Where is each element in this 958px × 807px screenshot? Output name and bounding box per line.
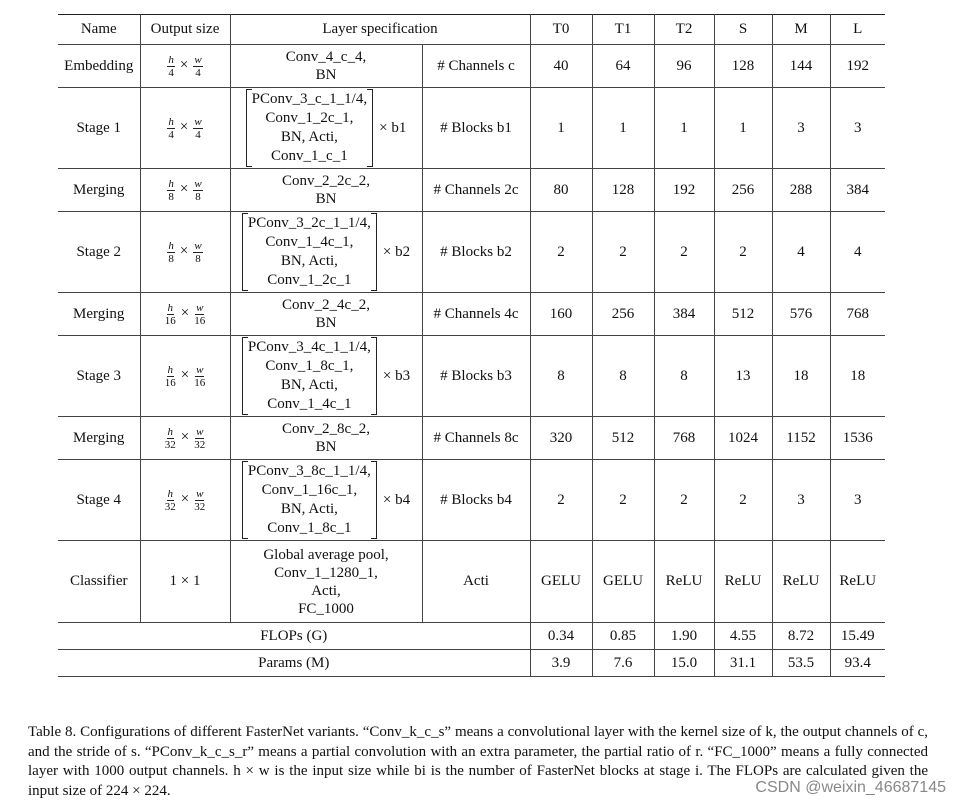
param-label: Acti (422, 541, 530, 623)
spec-line: Conv_2_4c_2, (282, 297, 370, 313)
spec-line: Conv_1_1280_1, (274, 564, 378, 581)
value-cell: 160 (530, 293, 592, 336)
param-label: # Channels c (422, 45, 530, 88)
value-cell: 31.1 (714, 650, 772, 677)
watermark: CSDN @weixin_46687145 (755, 779, 946, 796)
stage-row (58, 88, 885, 169)
value-cell: 1152 (772, 417, 830, 460)
fraction: $\frac{w}{8}$ (194, 239, 202, 265)
value-cell: 384 (654, 293, 714, 336)
value-cell: 2 (530, 212, 592, 293)
config-table (58, 14, 885, 677)
value-cell: 8 (592, 336, 654, 417)
param-label: # Blocks b4 (422, 460, 530, 541)
output-size: 1 × 1 (140, 541, 230, 623)
value-cell: 40 (530, 45, 592, 88)
summary-label: Params (M) (58, 650, 530, 677)
bracket-block (242, 213, 377, 291)
value-cell: 768 (830, 293, 885, 336)
merging-row (58, 417, 885, 460)
value-cell: 80 (530, 169, 592, 212)
row-name: Merging (58, 169, 140, 212)
value-cell: ReLU (772, 541, 830, 623)
header-variant: T2 (654, 15, 714, 45)
value-cell: 768 (654, 417, 714, 460)
value-cell: 3 (772, 88, 830, 169)
value-cell: 96 (654, 45, 714, 88)
value-cell: 93.4 (830, 650, 885, 677)
layer-spec (230, 45, 422, 88)
value-cell: 2 (714, 212, 772, 293)
spec-line: Conv_1_2c_1, (265, 110, 354, 126)
table-caption: Table 8. Configurations of different FasterNet variants. “Conv_k_c_s” means a convolutional layer with the kernel size of k, the output channels of c, and the stride of s. “PConv_k_c_s_r” means a partial convolution with an extra parameter, the partial ratio of r. “FC_1000” means a fully connected layer with 1000 output channels. h × w is the input size while bi is the number of FasterNet blocks at stage i. The FLOPs are calculated given the input size of 224 × 224. (28, 724, 928, 799)
header-row (58, 15, 885, 45)
row-name: Stage 3 (58, 336, 140, 417)
layer-spec (230, 336, 422, 417)
row-name: Embedding (58, 45, 140, 88)
value-cell: 3.9 (530, 650, 592, 677)
value-cell: 576 (772, 293, 830, 336)
value-cell: 15.0 (654, 650, 714, 677)
value-cell: 256 (714, 169, 772, 212)
layer-spec (230, 293, 422, 336)
param-label: # Blocks b2 (422, 212, 530, 293)
value-cell: 2 (654, 212, 714, 293)
multiplier: × b4 (382, 491, 411, 508)
value-cell: 15.49 (830, 623, 885, 650)
spec-line: PConv_3_2c_1_1/4, (247, 215, 371, 231)
value-cell: 18 (772, 336, 830, 417)
output-size: $\frac{h}{32}$ × $\frac{w}{32}$ (140, 460, 230, 541)
fraction: $\frac{h}{8}$ (168, 177, 174, 203)
fraction: $\frac{w}{4}$ (194, 53, 202, 79)
fraction: $\frac{h}{32}$ (164, 487, 176, 513)
value-cell: 3 (772, 460, 830, 541)
value-cell: 1 (530, 88, 592, 169)
merging-row (58, 169, 885, 212)
multiplier: × b3 (382, 367, 411, 384)
output-size: $\frac{h}{8}$ × $\frac{w}{8}$ (140, 169, 230, 212)
fraction: $\frac{w}{16}$ (194, 301, 206, 327)
output-size: $\frac{h}{32}$ × $\frac{w}{32}$ (140, 417, 230, 460)
merging-row (58, 45, 885, 88)
param-label: # Blocks b1 (422, 88, 530, 169)
header-variant: L (830, 15, 885, 45)
multiplier: × b2 (382, 243, 411, 260)
value-cell: 1 (714, 88, 772, 169)
fraction: $\frac{h}{8}$ (168, 239, 174, 265)
header-variant: T1 (592, 15, 654, 45)
value-cell: 288 (772, 169, 830, 212)
value-cell: 8.72 (772, 623, 830, 650)
spec-line: BN, Acti, (280, 253, 338, 269)
header-layer-spec: Layer specification (230, 15, 530, 45)
spec-line: BN (315, 315, 337, 331)
row-name: Merging (58, 293, 140, 336)
value-cell: 3 (830, 88, 885, 169)
params-row (58, 650, 885, 677)
header-output-size: Output size (140, 15, 230, 45)
bracket-block (246, 89, 373, 167)
value-cell: 512 (592, 417, 654, 460)
row-name: Classifier (58, 541, 140, 623)
layer-spec (230, 417, 422, 460)
fraction: $\frac{h}{4}$ (168, 115, 174, 141)
spec-line: BN, Acti, (280, 501, 338, 517)
spec-line: Conv_2_2c_2, (282, 173, 370, 189)
param-label: # Channels 4c (422, 293, 530, 336)
fraction: $\frac{w}{16}$ (194, 363, 206, 389)
output-size: $\frac{h}{4}$ × $\frac{w}{4}$ (140, 88, 230, 169)
spec-line: Conv_1_c_1 (271, 148, 348, 164)
value-cell: 1.90 (654, 623, 714, 650)
spec-line: BN (315, 191, 337, 207)
value-cell: 256 (592, 293, 654, 336)
header-variant: M (772, 15, 830, 45)
value-cell: 1 (654, 88, 714, 169)
header-variant: T0 (530, 15, 592, 45)
param-label: # Channels 8c (422, 417, 530, 460)
spec-line: Conv_1_4c_1, (265, 234, 354, 250)
spec-line: FC_1000 (298, 600, 354, 617)
value-cell: 128 (714, 45, 772, 88)
spec-line: BN, Acti, (280, 129, 338, 145)
spec-line: BN, Acti, (280, 377, 338, 393)
value-cell: 7.6 (592, 650, 654, 677)
value-cell: 128 (592, 169, 654, 212)
value-cell: 64 (592, 45, 654, 88)
fraction: $\frac{h}{4}$ (168, 53, 174, 79)
header-variant: S (714, 15, 772, 45)
fraction: $\frac{w}{32}$ (194, 425, 206, 451)
spec-line: Conv_1_2c_1 (267, 272, 352, 288)
value-cell: GELU (592, 541, 654, 623)
multiplier: × b1 (379, 119, 407, 136)
row-name: Stage 2 (58, 212, 140, 293)
value-cell: ReLU (654, 541, 714, 623)
spec-line: PConv_3_8c_1_1/4, (247, 463, 371, 479)
value-cell: 2 (714, 460, 772, 541)
value-cell: 384 (830, 169, 885, 212)
layer-spec (230, 88, 422, 169)
layer-spec (230, 460, 422, 541)
value-cell: ReLU (830, 541, 885, 623)
bracket-block (242, 337, 377, 415)
value-cell: 4.55 (714, 623, 772, 650)
value-cell: 1 (592, 88, 654, 169)
value-cell: 4 (830, 212, 885, 293)
fraction: $\frac{h}{32}$ (164, 425, 176, 451)
output-size: $\frac{h}{8}$ × $\frac{w}{8}$ (140, 212, 230, 293)
spec-line: Global average pool, (263, 546, 389, 563)
value-cell: ReLU (714, 541, 772, 623)
classifier-row (58, 541, 885, 623)
spec-line: Acti, (311, 582, 341, 599)
spec-line: Conv_1_16c_1, (261, 482, 358, 498)
summary-label: FLOPs (G) (58, 623, 530, 650)
value-cell: 512 (714, 293, 772, 336)
value-cell: 13 (714, 336, 772, 417)
spec-line: PConv_3_c_1_1/4, (251, 91, 368, 107)
value-cell: 144 (772, 45, 830, 88)
layer-spec (230, 169, 422, 212)
value-cell: 192 (654, 169, 714, 212)
fraction: $\frac{w}{4}$ (194, 115, 202, 141)
bracket-block (242, 461, 377, 539)
spec-line: BN (315, 439, 337, 455)
fraction: $\frac{h}{16}$ (164, 363, 176, 389)
output-size: $\frac{h}{4}$ × $\frac{w}{4}$ (140, 45, 230, 88)
value-cell: 0.85 (592, 623, 654, 650)
value-cell: 2 (592, 460, 654, 541)
merging-row (58, 293, 885, 336)
output-size: $\frac{h}{16}$ × $\frac{w}{16}$ (140, 336, 230, 417)
fraction: $\frac{h}{16}$ (164, 301, 176, 327)
spec-line: Conv_4_c_4, (285, 49, 367, 65)
value-cell: 3 (830, 460, 885, 541)
spec-line: Conv_2_8c_2, (282, 421, 370, 437)
value-cell: 1536 (830, 417, 885, 460)
value-cell: 18 (830, 336, 885, 417)
value-cell: 2 (530, 460, 592, 541)
spec-line: BN (315, 67, 337, 83)
value-cell: 2 (654, 460, 714, 541)
layer-spec (230, 212, 422, 293)
value-cell: 8 (654, 336, 714, 417)
fraction: $\frac{w}{8}$ (194, 177, 202, 203)
row-name: Merging (58, 417, 140, 460)
spec-line: Conv_1_8c_1 (267, 520, 352, 536)
row-name: Stage 1 (58, 88, 140, 169)
row-name: Stage 4 (58, 460, 140, 541)
value-cell: 4 (772, 212, 830, 293)
param-label: # Channels 2c (422, 169, 530, 212)
spec-line: PConv_3_4c_1_1/4, (247, 339, 371, 355)
fraction: $\frac{w}{32}$ (194, 487, 206, 513)
value-cell: GELU (530, 541, 592, 623)
layer-spec (230, 541, 422, 623)
output-size: $\frac{h}{16}$ × $\frac{w}{16}$ (140, 293, 230, 336)
value-cell: 0.34 (530, 623, 592, 650)
spec-line: Conv_1_8c_1, (265, 358, 354, 374)
value-cell: 192 (830, 45, 885, 88)
spec-line: Conv_1_4c_1 (267, 396, 352, 412)
stage-row (58, 460, 885, 541)
value-cell: 1024 (714, 417, 772, 460)
param-label: # Blocks b3 (422, 336, 530, 417)
value-cell: 53.5 (772, 650, 830, 677)
value-cell: 320 (530, 417, 592, 460)
value-cell: 8 (530, 336, 592, 417)
header-name: Name (58, 15, 140, 45)
stage-row (58, 336, 885, 417)
value-cell: 2 (592, 212, 654, 293)
flops-row (58, 623, 885, 650)
stage-row (58, 212, 885, 293)
